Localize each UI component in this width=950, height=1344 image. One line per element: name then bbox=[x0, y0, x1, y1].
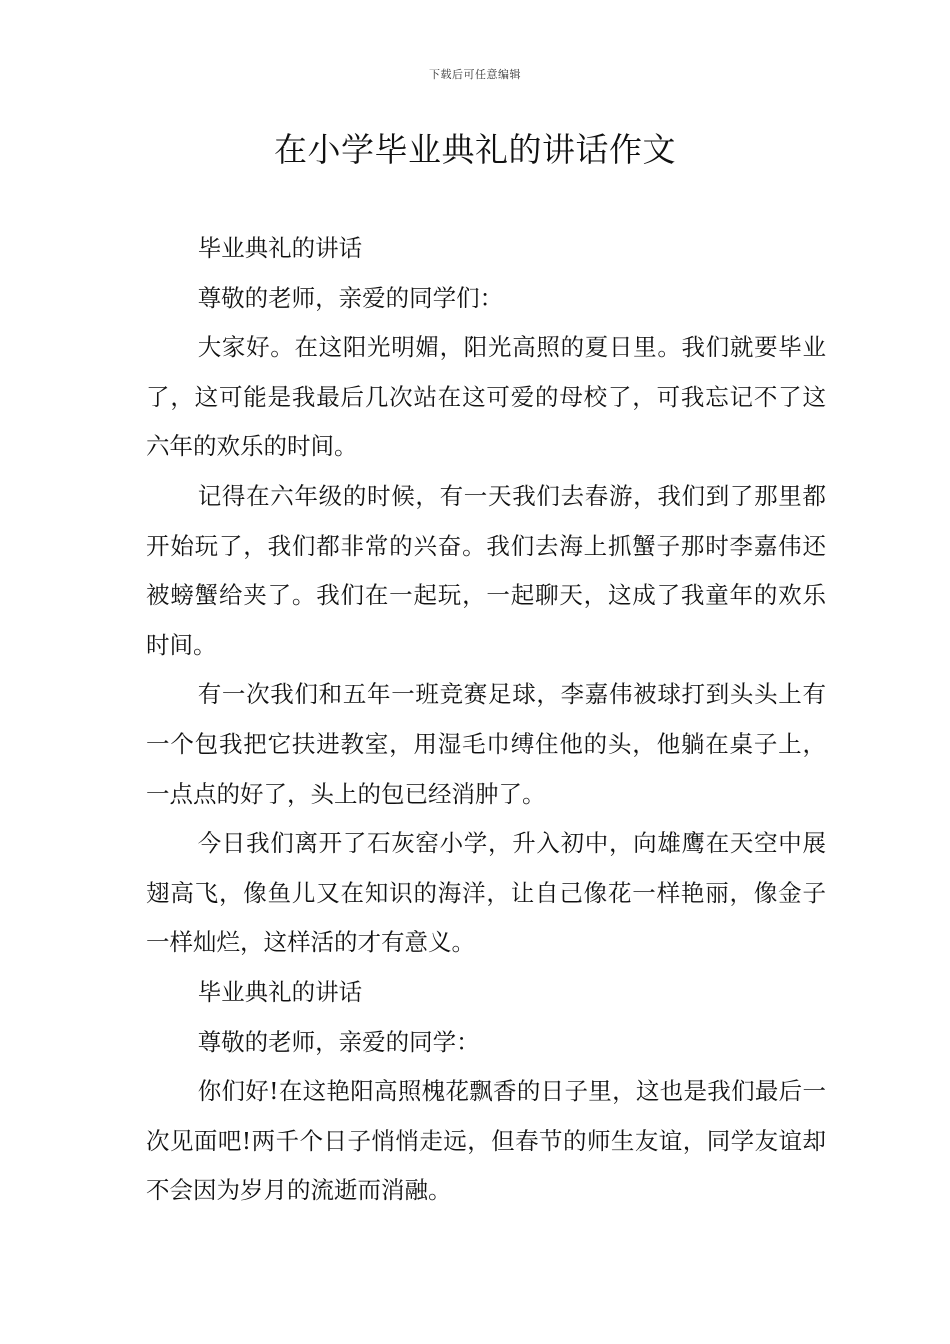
paragraph-heading-2: 毕业典礼的讲话 bbox=[197, 977, 363, 1006]
paragraph: 有一次我们和五年一班竞赛足球，李嘉伟被球打到头头上有一个包我把它扶进教室，用湿毛巾缚住他的头，他躺在桌子上，一点点的好了，头上的包已经消肿了。 bbox=[146, 680, 826, 808]
header-note: 下载后可任意编辑 bbox=[429, 68, 521, 81]
paragraph-salutation-1: 尊敬的老师，亲爱的同学们： bbox=[197, 283, 504, 312]
paragraph: 今日我们离开了石灰窑小学，升入初中，向雄鹰在天空中展翅高飞，像鱼儿又在知识的海洋，让自己像花一样艳丽，像金子一样灿烂，这样活的才有意义。 bbox=[146, 829, 826, 957]
paragraph: 大家好。在这阳光明媚，阳光高照的夏日里。我们就要毕业了，这可能是我最后几次站在这可爱的母校了，可我忘记不了这六年的欢乐的时间。 bbox=[146, 333, 826, 461]
paragraph: 记得在六年级的时候，有一天我们去春游，我们到了那里都开始玩了，我们都非常的兴奋。我们去海上抓蟹子那时李嘉伟还被螃蟹给夹了。我们在一起玩，一起聊天，这成了我童年的欢乐时间。 bbox=[146, 481, 826, 659]
paragraph-heading-1: 毕业典礼的讲话 bbox=[197, 234, 363, 262]
paragraph-salutation-2: 尊敬的老师，亲爱的同学： bbox=[197, 1027, 480, 1056]
document-body bbox=[146, 224, 826, 1216]
paragraph: 你们好!在这艳阳高照槐花飘香的日子里，这也是我们最后一次见面吧!两千个日子悄悄走远，但春节的师生友谊，同学友谊却不会因为岁月的流逝而消融。 bbox=[146, 1077, 826, 1205]
document-title: 在小学毕业典礼的讲话作文 bbox=[274, 130, 676, 169]
